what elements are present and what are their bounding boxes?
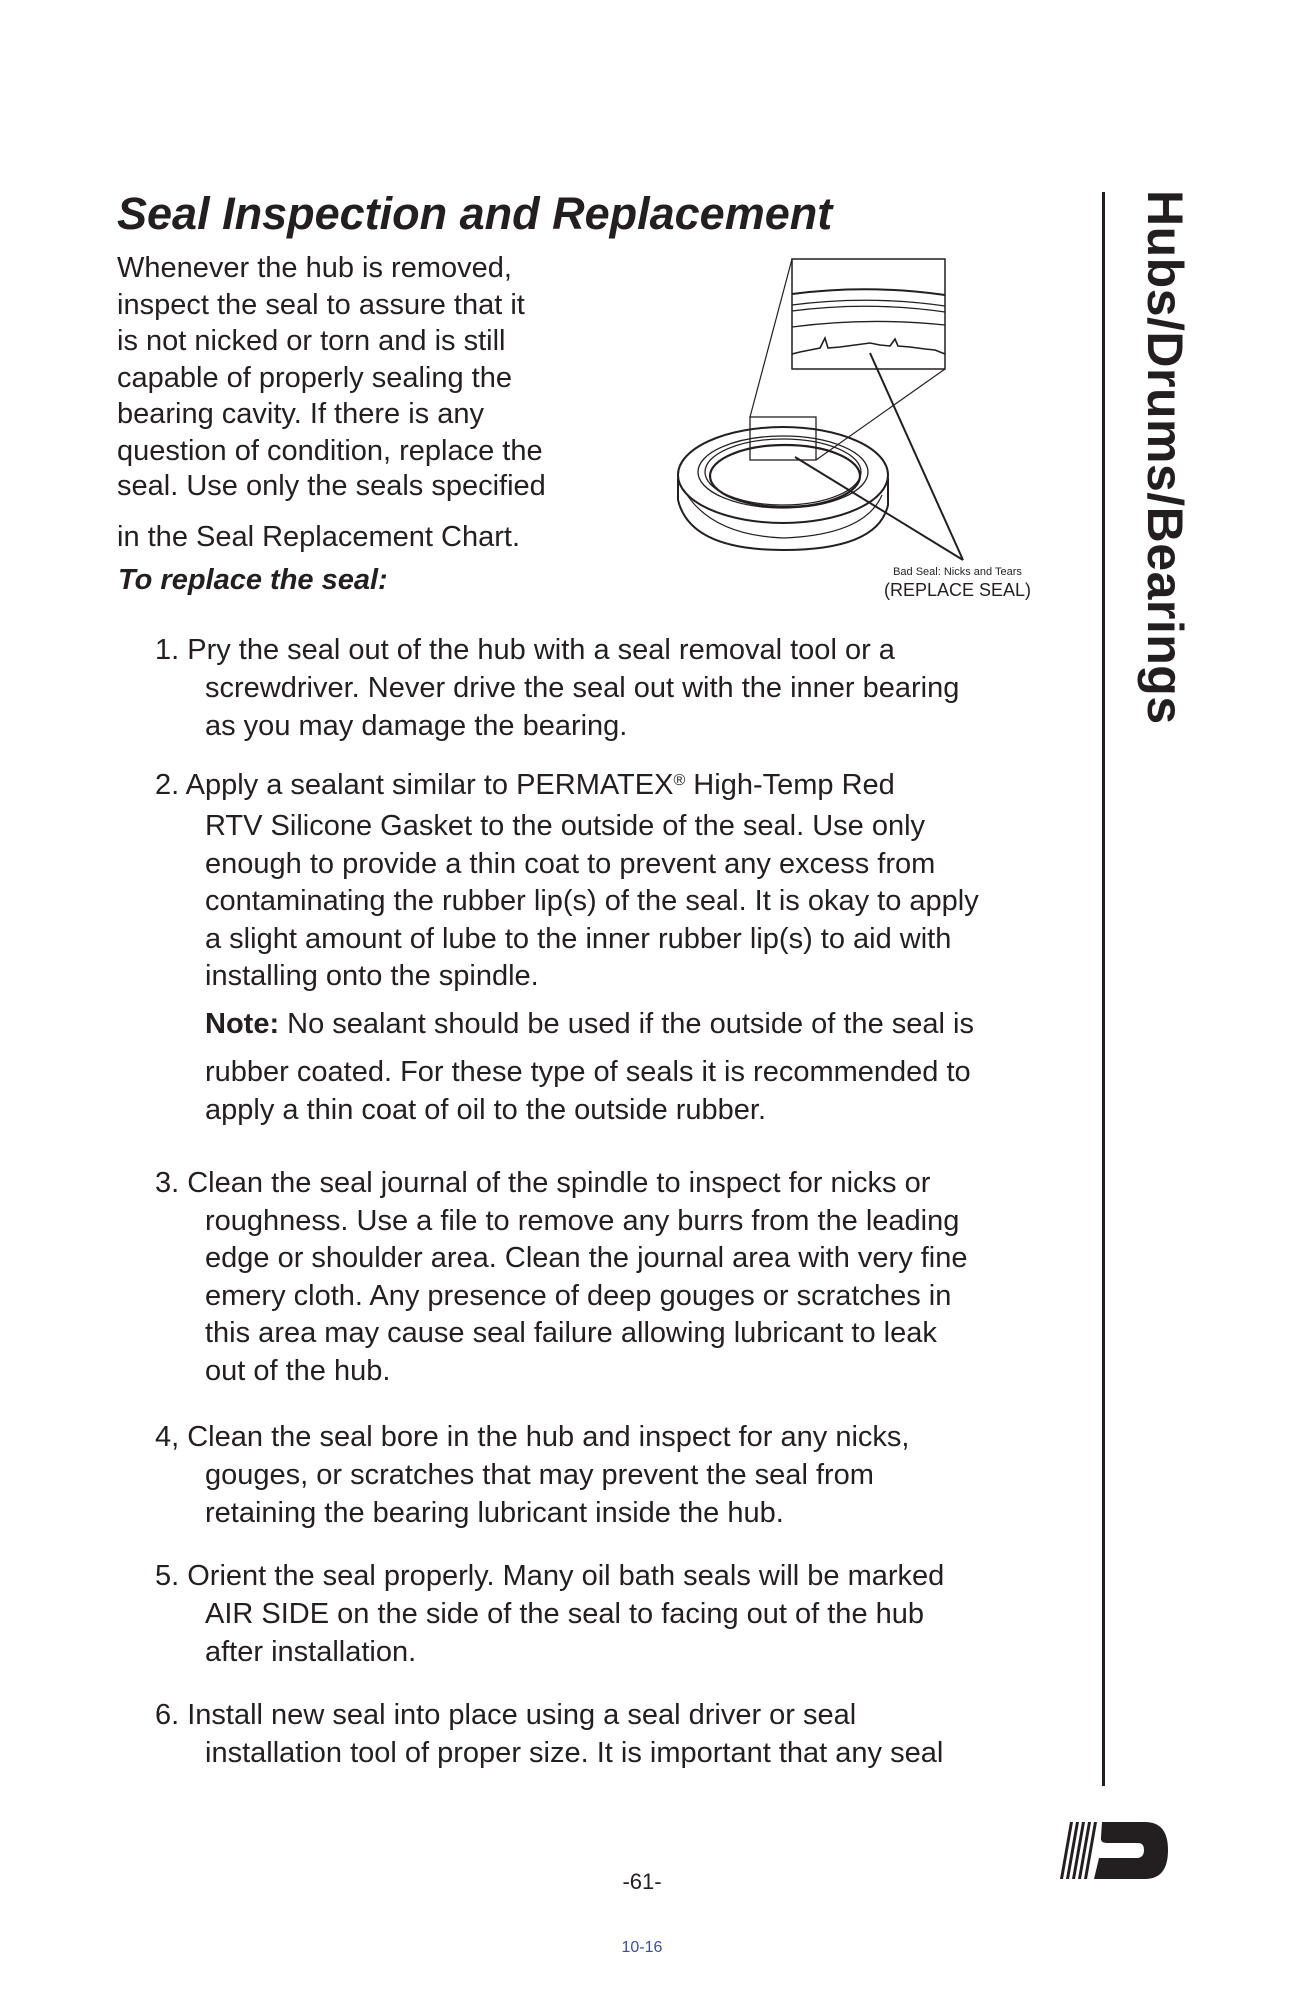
step-line: installation tool of proper size. It is important that any seal	[205, 1737, 944, 1769]
section-side-title: Hubs/Drums/Bearings	[1137, 190, 1193, 725]
step-line: AIR SIDE on the side of the seal to facing out of the hub	[205, 1598, 925, 1630]
revision-code: 10-16	[621, 1939, 663, 1956]
step-line: enough to provide a thin coat to prevent any excess from	[205, 848, 936, 880]
seal-illustration	[650, 250, 1050, 570]
intro-line: inspect the seal to assure that it	[117, 289, 525, 321]
step-2	[155, 766, 895, 804]
note-text: No sealant should be used if the outside of the seal is	[279, 1008, 974, 1040]
note-line: rubber coated. For these type of seals it is recommended to	[205, 1056, 971, 1088]
step-3: 3. Clean the seal journal of the spindle to inspect for nicks or	[155, 1167, 931, 1199]
step-line: emery cloth. Any presence of deep gouges or scratches in	[205, 1280, 952, 1312]
note-line: apply a thin coat of oil to the outside rubber.	[205, 1094, 767, 1126]
step-line: this area may cause seal failure allowing lubricant to leak	[205, 1317, 937, 1349]
page-number: -61-	[622, 1869, 662, 1894]
intro-line: Whenever the hub is removed,	[117, 252, 512, 284]
figure-caption-small: Bad Seal: Nicks and Tears	[893, 566, 1022, 578]
registered-mark: ®	[673, 772, 686, 789]
step-line: installing onto the spindle.	[205, 960, 539, 992]
step-text: High-Temp Red	[685, 769, 895, 801]
step-line: after installation.	[205, 1636, 417, 1668]
step-4: 4, Clean the seal bore in the hub and inspect for any nicks,	[155, 1421, 910, 1453]
step-line: contaminating the rubber lip(s) of the seal. It is okay to apply	[205, 885, 979, 917]
step-line: retaining the bearing lubricant inside the hub.	[205, 1497, 784, 1529]
subheading: To replace the seal:	[118, 564, 388, 596]
step-line: as you may damage the bearing.	[205, 710, 628, 742]
step-line: a slight amount of lube to the inner rubber lip(s) to aid with	[205, 923, 952, 955]
step-line: gouges, or scratches that may prevent the seal from	[205, 1459, 874, 1491]
step-line: edge or shoulder area. Clean the journal area with very fine	[205, 1242, 968, 1274]
step-line: screwdriver. Never drive the seal out with the inner bearing	[205, 672, 960, 704]
section-divider	[1102, 192, 1105, 1786]
step-line: out of the hub.	[205, 1355, 391, 1387]
step-1: 1. Pry the seal out of the hub with a seal removal tool or a	[155, 634, 895, 666]
step-text: 2. Apply a sealant similar to PERMATEX	[155, 769, 674, 801]
step-line: roughness. Use a file to remove any burrs from the leading	[205, 1205, 960, 1237]
intro-line: bearing cavity. If there is any	[117, 398, 484, 430]
intro-line: capable of properly sealing the	[117, 362, 512, 394]
intro-line: in the Seal Replacement Chart.	[117, 521, 520, 553]
intro-line: is not nicked or torn and is still	[117, 325, 506, 357]
note	[205, 1005, 974, 1043]
intro-line: question of condition, replace the	[117, 435, 543, 467]
note-label: Note:	[205, 1008, 280, 1040]
step-6: 6. Install new seal into place using a seal driver or seal	[155, 1699, 857, 1731]
figure-caption-large: (REPLACE SEAL)	[883, 580, 1032, 600]
intro-line: seal. Use only the seals specified	[117, 470, 546, 502]
step-line: RTV Silicone Gasket to the outside of the seal. Use only	[205, 810, 926, 842]
page-title: Seal Inspection and Replacement	[117, 188, 833, 239]
step-5: 5. Orient the seal properly. Many oil bath seals will be marked	[155, 1560, 945, 1592]
